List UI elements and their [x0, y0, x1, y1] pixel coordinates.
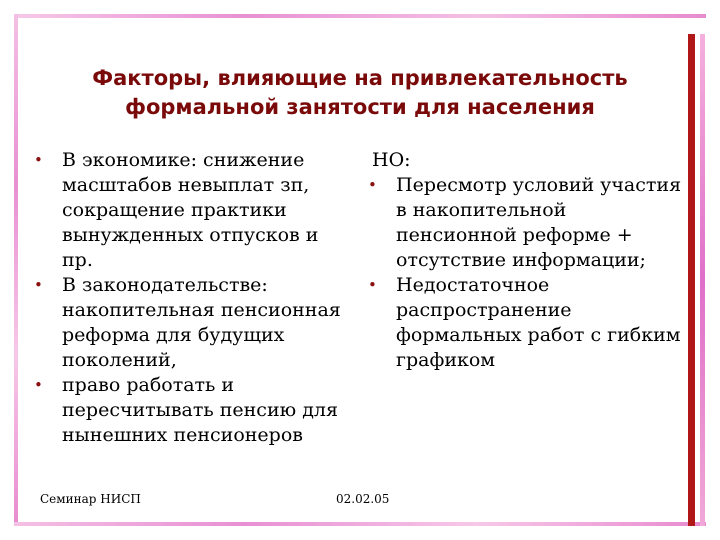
bullet-icon: •	[368, 276, 377, 294]
frame-bottom-border	[14, 522, 706, 526]
right-heading-text: НО:	[372, 149, 411, 171]
accent-pink-bar	[700, 34, 705, 526]
right-bullet-item	[368, 273, 690, 373]
footer-seminar-label: Семинар НИСП	[40, 492, 141, 506]
bullet-text: право работать и пересчитывать пенсию для нынешних пенсионеров	[62, 374, 338, 446]
bullet-icon: •	[34, 376, 43, 394]
title-line-1: Факторы, влияющие на привлекательность	[92, 66, 628, 90]
right-bullet-item	[368, 173, 690, 273]
bullet-text: Пересмотр условий участия в накопительной пенсионной реформе + отсутствие информации;	[396, 174, 682, 271]
bullet-icon: •	[368, 176, 377, 194]
bullet-icon: •	[34, 151, 43, 169]
right-bullet-list	[368, 148, 690, 373]
bullet-icon: •	[34, 276, 43, 294]
footer-date: 02.02.05	[336, 492, 390, 506]
bullet-text: Недостаточное распространение формальных работ с гибким графиком	[396, 274, 681, 371]
bullet-text: В законодательстве: накопительная пенсионная реформа для будущих поколений,	[62, 274, 341, 371]
slide-title	[40, 64, 680, 122]
left-bullet-item	[34, 148, 354, 273]
title-line-2: формальной занятости для населения	[125, 95, 595, 119]
frame-top-border	[14, 14, 706, 18]
bullet-text: В экономике: снижение масштабов невыплат зп, сокращение практики вынужденных отпусков и пр.	[62, 149, 319, 271]
left-bullet-item	[34, 373, 354, 448]
left-bullet-item	[34, 273, 354, 373]
right-heading	[368, 148, 690, 173]
left-bullet-list	[34, 148, 354, 448]
frame-left-border	[14, 14, 18, 526]
